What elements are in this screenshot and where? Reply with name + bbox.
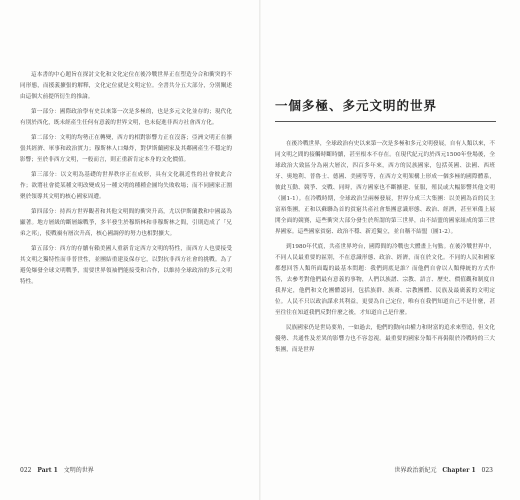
part-title: 文明的世界 <box>63 467 94 474</box>
left-page-footer <box>20 465 98 474</box>
right-paragraph-3: 民族國家仍是世局要角，一如過去，他們的動向由權力和財富的追求來塑造，但文化優勢、共通性及差異的影響力也不容忽視。最重要的國家分類不再侷限於冷戰時的三大集團，而是世界 <box>275 325 495 353</box>
right-page-footer <box>394 465 497 474</box>
title-underline <box>275 121 496 122</box>
left-paragraph-5: 第四部分：持西方世界觀者和其他文明間的衝突升高，尤以伊斯蘭教和中國最為顯著。地方層級的斷層線戰爭，多半發生於穆斯林和非穆斯林之間，引則造成了「兄弟之邦」，使戰禍有層次升高，核心國調停的努力也相對擴大。 <box>20 209 232 237</box>
section-title: 一個多極、多元文明的世界 <box>275 98 438 113</box>
left-page-body <box>20 70 232 292</box>
left-paragraph-6: 第五部分：西方的存續有賴美國人重新肯定西方文明的特性，而西方人也要接受其文明之獨特性而非普世性，並團結重建及保存它，以對抗非西方社會的挑戰。為了避免爆發全球文明戰爭，需要世界領袖們能接受和合作，以維持全球政治的多元文明特性。 <box>20 246 232 285</box>
right-page-number: 023 <box>481 467 493 474</box>
right-page-body <box>275 139 495 360</box>
chapter-title: 世界政治新紀元 <box>394 467 437 474</box>
left-paragraph-2: 第一部分：國際政治學有史以來第一次是多極的，也是多元文化並存的；現代化有別於西化，既未經產生任何有意義的世界文明，也未促進非西方社會西方化。 <box>20 109 232 126</box>
right-paragraph-2: 到1980年代底，共產世界垮台，國際間的冷戰也大體畫上句點。在後冷戰世界中，不同人民最重要的區別，不在意識形態、政治、經濟，而在於文化。不同的人民和國家都想回答人類所面臨的最基本問題：我們到底是誰？而他們自會以人類傳統的方式作答，去參考對他們最有意義的事物，人們以族譜、宗教、語言、歷史、價值觀和制度自我界定，他們和文化團體認同，包括族群、族裔、宗教團體、民族及最廣義的文明定位。人民不只以政治謀求其利益，更要為自己定位，唯有在我們知道自己不是什麼，甚至往往在知道我們反對什麼之後，才知道自己是什麼。 <box>275 244 495 316</box>
chapter-label: Chapter 1 <box>442 467 476 474</box>
left-paragraph-3: 第二部分：文明的均勢正在轉變，西方的相對影響力正在沒落；亞洲文明正在擴張其經濟、軍事和政治實力；穆斯林人口爆炸，對伊斯蘭國家及其鄰國產生不穩定的影響；至於非西方文明，一般而言，則正重新肯定本身的文化價值。 <box>20 135 232 163</box>
left-page-number: 022 <box>20 467 32 474</box>
left-paragraph-4: 第三部分：以文明為基礎的世界秩序正在成形，具有文化親近性的社會彼此合作；欲將社會從某種文明改變成另一種文明的種種企圖均失敗收場；而不同國家正圍聚於領導其文明的核心國家周遭。 <box>20 172 232 200</box>
left-page <box>0 0 259 500</box>
part-label: Part 1 <box>37 467 58 474</box>
right-paragraph-1: 在後冷戰世界，全球政治有史以來第一次是多極和多元文明發展，自有人類以來，不同文明之間的接觸時斷時續，甚至根本不存在。在現代紀元約於西元1500年登場後，全球政治大致區分為兩大層次，四百多年來，西方的民族國家，包括英國、法國、西班牙、奧地利、普魯士、德國、美國等等，在西方文明架構上形成一個多極的國際體系，彼此互動、競爭、交戰、同時，西方國家也不斷擴建、征服，殖民或大幅影響其他文明（圖1-1）。在冷戰時期，全球政治呈兩極發展，世界分成三大集團：以美國為首的民主富裕集團，正和以蘇聯為首的貧窮共產社會集團意識形態、政治、經濟，甚至軍備上展開全面的競賽，這些衝突大部分發生於所謂的第三世界，由不結盟的國家組成的第三世界國家。這些國家貧窮、政治不穩、新近獨立，並自稱不結盟（圖1-2）。 <box>275 141 495 235</box>
left-paragraph-1: 這本書的中心題旨在探討文化和文化定位在後冷戰世界正在塑造分合和衝突的不同形態，而援義擴張的解釋，文化定位就是文明定位。全書共分五大部分，分別闡述由這個大前提所衍生的推論。 <box>20 72 232 100</box>
right-page <box>261 0 520 500</box>
